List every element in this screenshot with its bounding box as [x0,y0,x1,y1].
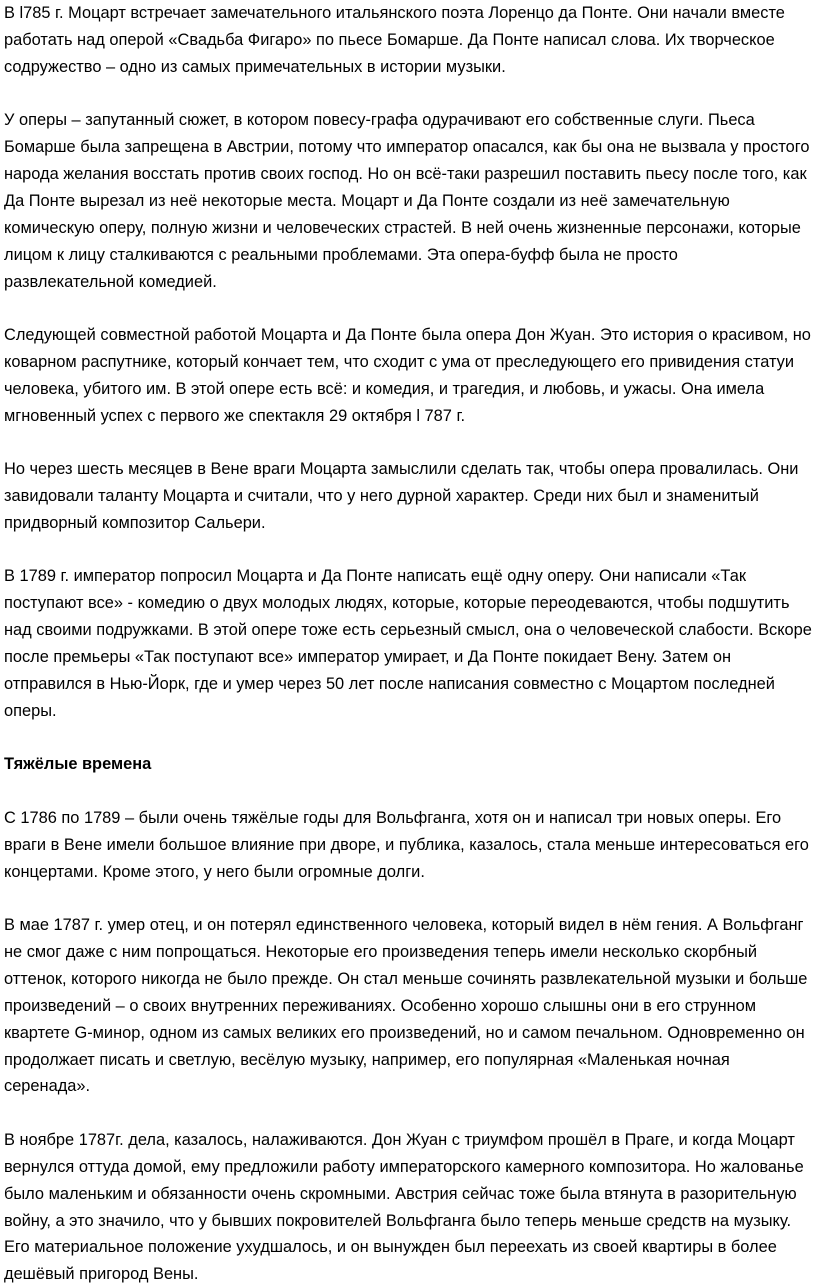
paragraph-figaro: В l785 г. Моцарт встречает замечательного итальянского поэта Лоренцо да Понте. Они начали вместе работать над оперой «Свадьба Фигаро» по пьесе Бомарше. Да Понте написал слова. Их творческое содружество – одно из самых примечательных в истории музыки. [4,4,785,76]
paragraph-november-1787: В ноябре 1787г. дела, казалось, налаживаются. Дон Жуан с триумфом прошёл в Праге, и когда Моцарт вернулся оттуда домой, ему предложили работу императорского камерного композитора. Но жалованье было маленьким и обязанности очень скромными. Австрия сейчас тоже была втянута в разорительную войну, а это значило, что у бывших покровителей Вольфганга было теперь меньше средств на музыку. Его материальное положение ухудшалось, и он вынужден был переехать из своей квартиры в более дешёвый пригород Вены. [4,1130,804,1284]
section-heading: Тяжёлые времена [4,755,152,774]
paragraph-father-death: В мае 1787 г. умер отец, и он потерял единственного человека, который видел в нём гения. А Вольфганг не смог даже с ним попрощаться. Некоторые его произведения теперь имели несколько скорбный оттенок, которого никогда не было прежде. Он стал меньше сочинять развлекательной музыки и больше произведений – о своих внутренних переживаниях. Особенно хорошо слышны они в его струнном квартете G-минор, одном из самых великих его произведений, но и самом печальном. Одновременно он продолжает писать и светлую, весёлую музыку, например, его популярная «Маленькая ночная серенада». [4,915,808,1096]
paragraph-don-juan: Следующей совместной работой Моцарта и Да Понте была опера Дон Жуан. Это история о красивом, но коварном распутнике, который кончает тем, что сходит с ума от преследующего его привидения статуи человека, убитого им. В этой опере есть всё: и комедия, и трагедия, и любовь, и ужасы. Она имела мгновенный успех с первого же спектакля 29 октября l 787 г. [4,326,811,425]
paragraph-enemies: Но через шесть месяцев в Вене враги Моцарта замыслили сделать так, чтобы опера провалилась. Они завидовали таланту Моцарта и считали, что у него дурной характер. Среди них был и знаменитый придворный композитор Сальери. [4,460,799,532]
paragraph-opera-plot: У оперы – запутанный сюжет, в котором повесу-графа одурачивают его собственные слуги. Пьеса Бомарше была запрещена в Австрии, потому что император опасался, как бы она не вызвала у простого народа желания восстать против своих господ. Но он всё-таки разрешил поставить пьесу после того, как Да Понте вырезал из неё некоторые места. Моцарт и Да Понте создали из неё замечательную комическую оперу, полную жизни и человеческих страстей. В ней очень жизненные персонажи, которые лицом к лицу сталкиваются с реальными проблемами. Эта опера-буфф была не просто развлекательной комедией. [4,111,810,291]
paragraph-cosi-fan-tutte: В 1789 г. император попросил Моцарта и Да Понте написать ещё одну оперу. Они написали «Так поступают все» - комедию о двух молодых людях, которые, которые переодеваются, чтобы подшутить над своими подружками. В этой опере тоже есть серьезный смысл, она о человеческой слабости. Вскоре после премьеры «Так поступают все» император умирает, и Да Понте покидает Вену. Затем он отправился в Нью-Йорк, где и умер через 50 лет после написания совместно с Моцартом последней оперы. [4,567,812,720]
paragraph-hard-years: С 1786 по 1789 – были очень тяжёлые годы для Вольфганга, хотя он и написал три новых оперы. Его враги в Вене имели большое влияние при дворе, и публика, казалось, стала меньше интересоваться его концертами. Кроме этого, у него были огромные долги. [4,808,809,881]
